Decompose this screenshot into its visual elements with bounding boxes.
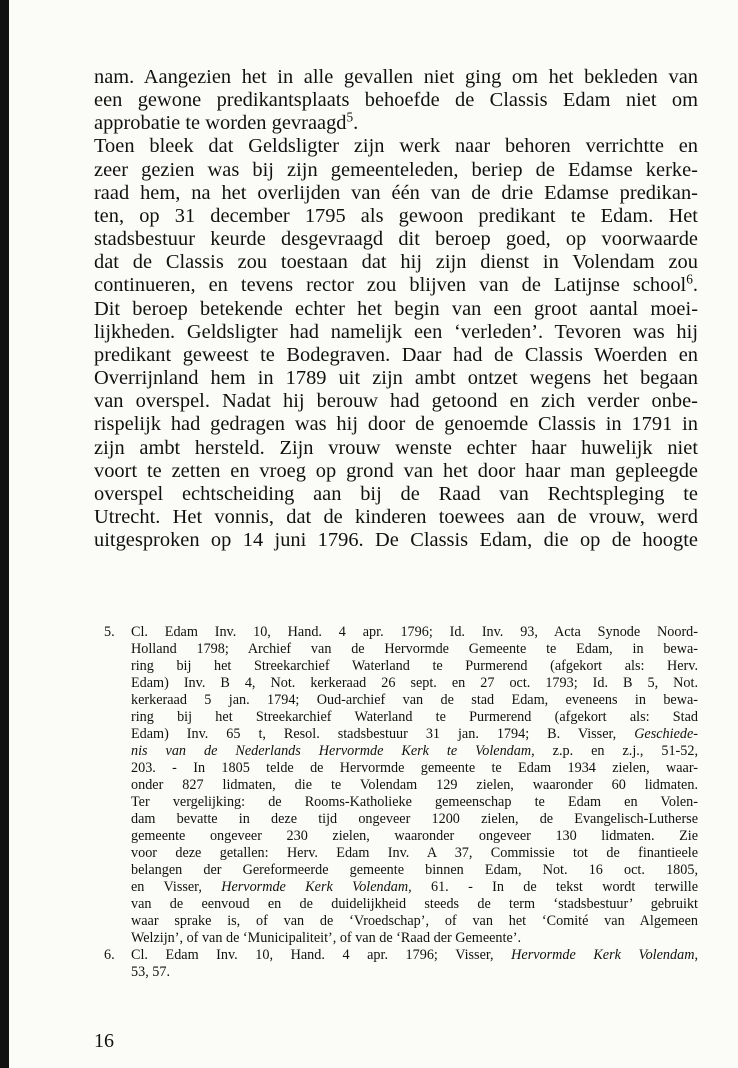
- text-line: overspel echtscheiding aan bij de Raad van Rechtspleging te: [94, 482, 698, 505]
- page-number: 16: [94, 1030, 114, 1052]
- text-line: ten, op 31 december 1795 als gewoon predikant te Edam. Het: [94, 204, 698, 227]
- footnote-line: Welzijn’, of van de ‘Municipaliteit’, of van de ‘Raad der Gemeente’.: [131, 930, 522, 946]
- footnote-line: dam bevatte in deze tijd ongeveer 1200 zielen, de Evangelisch-Lutherse: [131, 811, 698, 827]
- footnote-5: [104, 624, 698, 947]
- text-line: van overspel. Nadat hij berouw had getoond en zich verder onbe-: [94, 390, 698, 413]
- footnote-line: kerkeraad 5 jan. 1794; Oud-archief van de stad Edam, eveneens in bewa-: [131, 692, 698, 708]
- text-line: dat de Classis zou toestaan dat hij zijn dienst in Volendam zou: [94, 251, 698, 274]
- footnote-line: Ter vergelijking: de Rooms-Katholieke gemeenschap te Edam en Volen-: [131, 794, 698, 810]
- footnote-line: gemeente ongeveer 230 zielen, waaronder ongeveer 130 lidmaten. Zie: [131, 828, 698, 844]
- footnote-line: ring bij het Streekarchief Waterland te Purmerend (afgekort als: Herv.: [131, 658, 698, 674]
- main-text: [94, 66, 698, 552]
- scan-left-edge: [0, 0, 9, 1068]
- footnote-ref-5[interactable]: 5: [346, 110, 354, 126]
- footnote-line: Cl. Edam Inv. 10, Hand. 4 apr. 1796; Id. Inv. 93, Acta Synode Noord-: [131, 624, 698, 640]
- text-line: uitgesproken op 14 juni 1796. De Classis Edam, die op de hoogte: [94, 529, 698, 552]
- footnote-line: ring bij het Streekarchief Waterland te Purmerend (afgekort als: Stad: [131, 709, 698, 725]
- text-line: rispelijk had gedragen was hij door de genoemde Classis in 1791 in: [94, 413, 698, 436]
- footnote-line: van de eenvoud en de duidelijkheid steeds de term ‘stadsbestuur’ gebruikt: [131, 896, 698, 912]
- footnote-line: Holland 1798; Archief van de Hervormde Gemeente te Edam, in bewa-: [131, 641, 698, 657]
- footnote-line: voor deze getallen: Herv. Edam Inv. A 37, Commissie tot de finantieele: [131, 845, 698, 861]
- footnote-line: 53, 57.: [131, 964, 171, 980]
- text-line: approbatie te worden gevraagd$^5$.: [94, 110, 359, 135]
- text-line: lijkheden. Geldsligter had namelijk een ‘verleden’. Tevoren was hij: [94, 320, 698, 343]
- footnote-6: [104, 947, 698, 981]
- text-line: zijn ambt hersteld. Zijn vrouw wenste echter haar huwelijk niet: [94, 436, 698, 459]
- footnote-line: waar sprake is, of van de ‘Vroedschap’, of van het ‘Comité van Algemeen: [131, 913, 698, 929]
- footnote-number: 6.: [104, 947, 115, 963]
- footnotes: [104, 624, 698, 981]
- text-line: Toen bleek dat Geldsligter zijn werk naar behoren verrichtte en: [94, 135, 698, 158]
- footnote-line: onder 827 lidmaten, die te Volendam 129 zielen, waaronder 60 lidmaten.: [131, 777, 698, 793]
- text-line: raad hem, na het overlijden van één van de drie Edamse predikan-: [94, 181, 698, 204]
- text-line: nam. Aangezien het in alle gevallen niet ging om het bekleden van: [94, 66, 698, 88]
- text-line: voort te zetten en vroeg op grond van het door haar man gepleegde: [94, 459, 698, 482]
- text-line: stadsbestuur keurde desgevraagd dit beroep goed, op voorwaarde: [94, 228, 698, 251]
- footnote-line: Edam) Inv. 65 t, Resol. stadsbestuur 31 jan. 1794; B. Visser, Geschiede-: [131, 726, 698, 742]
- footnote-line: Cl. Edam Inv. 10, Hand. 4 apr. 1796; Visser, Hervormde Kerk Volendam,: [131, 947, 698, 963]
- text-line: predikant geweest te Bodegraven. Daar had de Classis Woerden en: [94, 343, 698, 366]
- text-line: continueren, en tevens rector zou blijven van de Latijnse school$^6$.: [94, 272, 698, 297]
- footnote-line: 203. - In 1805 telde de Hervormde gemeente te Edam 1934 zielen, waar-: [131, 760, 698, 776]
- footnote-line: nis van de Nederlands Hervormde Kerk te Volendam, z.p. en z.j., 51-52,: [131, 743, 699, 759]
- footnote-ref-6[interactable]: 6: [686, 272, 693, 288]
- footnote-line: en Visser, Hervormde Kerk Volendam, 61. - In de tekst wordt terwille: [131, 879, 698, 895]
- text-line: een gewone predikantsplaats behoefde de Classis Edam niet om: [94, 89, 698, 112]
- text-line: Dit beroep betekende echter het begin van een groot aantal moei-: [94, 297, 698, 320]
- footnote-line: Edam) Inv. B 4, Not. kerkeraad 26 sept. en 27 oct. 1793; Id. B 5, Not.: [131, 675, 698, 691]
- text-line: Overrijnland hem in 1789 uit zijn ambt ontzet wegens het begaan: [94, 367, 698, 390]
- text-line: Utrecht. Het vonnis, dat de kinderen toewees aan de vrouw, werd: [94, 505, 698, 528]
- text-line: zeer gezien was bij zijn gemeenteleden, beriep de Edamse kerke-: [94, 158, 698, 181]
- footnote-number: 5.: [104, 624, 115, 640]
- footnote-line: belangen der Gereformeerde gemeente binnen Edam, Not. 16 oct. 1805,: [131, 862, 698, 878]
